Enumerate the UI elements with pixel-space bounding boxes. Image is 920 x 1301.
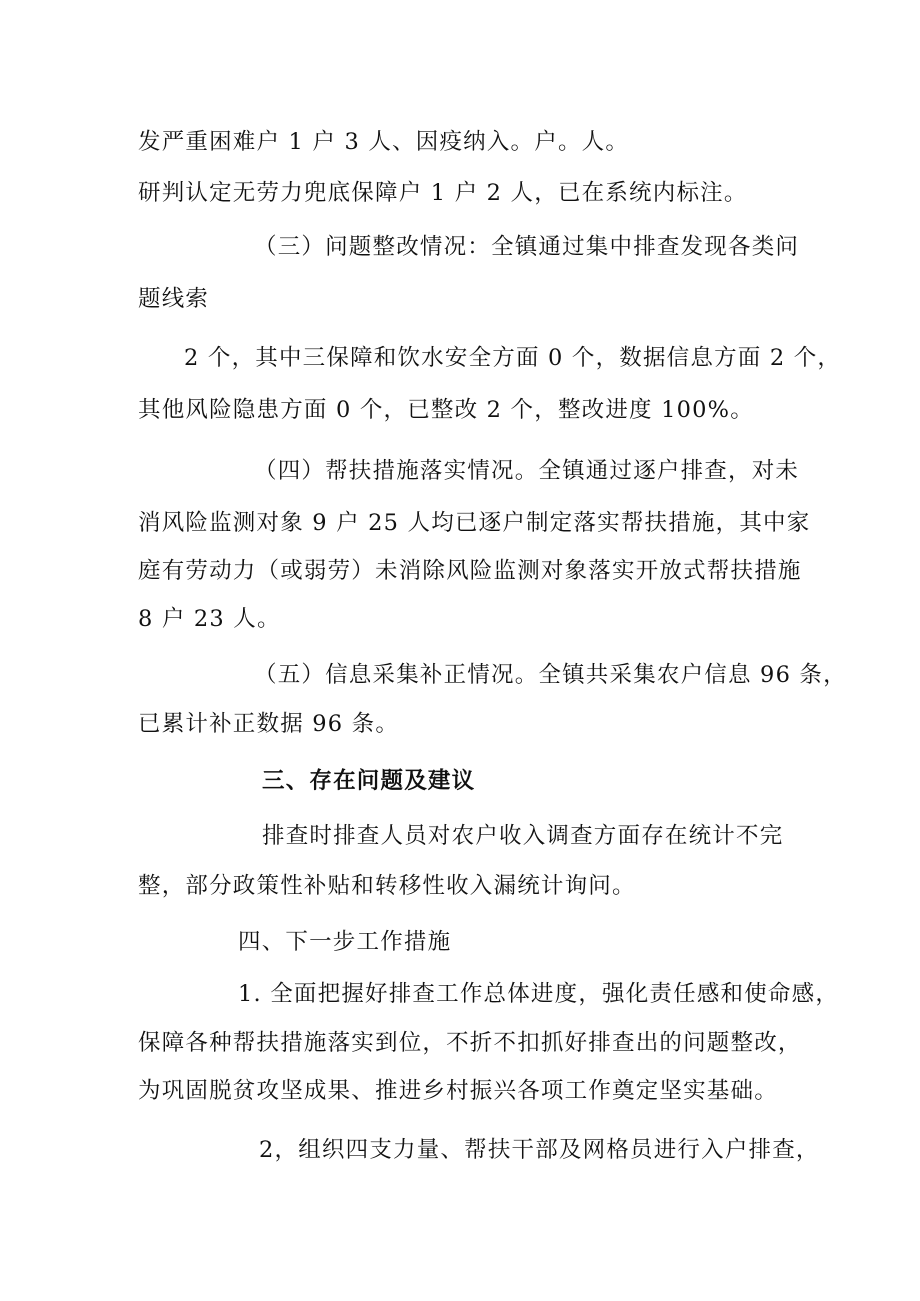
- text-line-3: （三）问题整改情况：全镇通过集中排查发现各类问: [254, 234, 800, 260]
- text-line-5: 2 个，其中三保障和饮水安全方面 0 个，数据信息方面 2 个，: [184, 345, 842, 371]
- section-heading-3: 三、存在问题及建议: [262, 768, 476, 794]
- text-line-4: 题线索: [138, 286, 210, 312]
- text-line-11: （五）信息采集补正情况。全镇共采集农户信息 96 条，: [254, 662, 847, 688]
- text-line-7: （四）帮扶措施落实情况。全镇通过逐户排查，对未: [254, 458, 800, 484]
- text-line-18: 保障各种帮扶措施落实到位，不折不扣抓好排查出的问题整改，: [138, 1030, 802, 1056]
- text-line-9: 庭有劳动力（或弱劳）未消除风险监测对象落实开放式帮扶措施: [138, 558, 802, 584]
- text-line-20: 2，组织四支力量、帮扶干部及网格员进行入户排查，: [259, 1137, 820, 1163]
- section-heading-4: 四、下一步工作措施: [238, 929, 452, 955]
- text-line-6: 其他风险隐患方面 0 个，已整改 2 个，整改进度 100%。: [138, 397, 754, 423]
- text-line-10: 8 户 23 人。: [138, 606, 281, 632]
- text-line-8: 消风险监测对象 9 户 25 人均已逐户制定落实帮扶措施，其中家: [138, 510, 811, 536]
- text-line-14: 排查时排查人员对农户收入调查方面存在统计不完: [262, 823, 784, 849]
- text-line-15: 整，部分政策性补贴和转移性收入漏统计询问。: [138, 873, 636, 899]
- text-line-2: 研判认定无劳力兜底保障户 1 户 2 人，已在系统内标注。: [138, 180, 748, 206]
- text-line-1: 发严重困难户 1 户 3 人、因疫纳入。户。人。: [138, 129, 630, 155]
- text-line-12: 已累计补正数据 96 条。: [138, 711, 400, 737]
- text-line-19: 为巩固脱贫攻坚成果、推进乡村振兴各项工作奠定坚实基础。: [138, 1078, 778, 1104]
- text-line-17: 1. 全面把握好排查工作总体进度，强化责任感和使命感，: [238, 981, 840, 1007]
